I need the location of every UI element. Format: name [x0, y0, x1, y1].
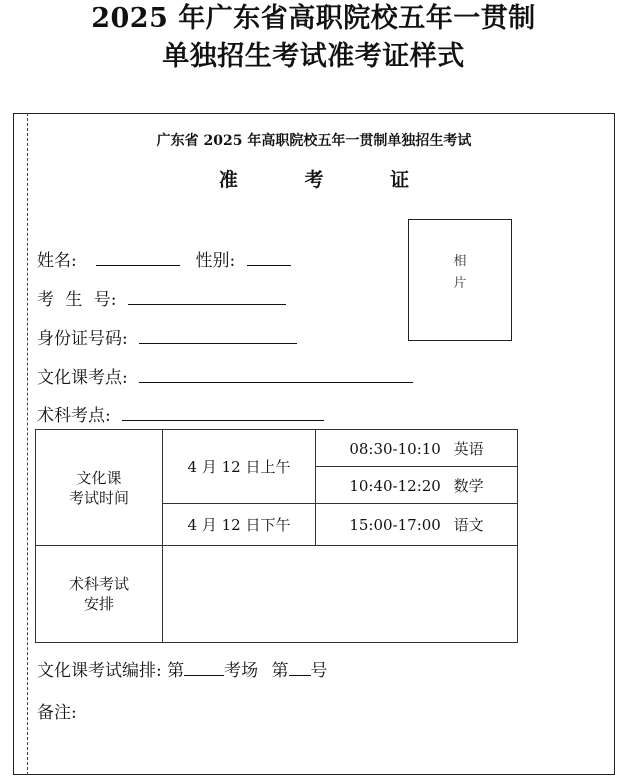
photo-box	[408, 219, 512, 341]
id-row	[37, 324, 297, 349]
skill-arrangement-blank	[163, 546, 518, 643]
skill-label-1: 术科考试	[68, 575, 129, 593]
photo-label-1: 相	[453, 254, 467, 269]
slot-3-subject: 语文	[453, 516, 484, 534]
slot-3-time: 15:00-17:00	[349, 516, 441, 534]
skill-label-2: 安排	[83, 595, 114, 613]
card-title: 广东省 2025 年高职院校五年一贯制单独招生考试	[156, 133, 472, 149]
slot-2-subject: 数学	[453, 476, 484, 495]
skill-arrangement-cell	[36, 546, 163, 643]
table-row	[316, 504, 518, 546]
exam-no-row	[37, 285, 286, 310]
id-label: 身份证号码:	[37, 329, 128, 349]
arrange-prefix: 文化课考试编排: 第	[37, 661, 185, 681]
exam-no-blank	[128, 290, 286, 305]
slot-1-subject: 英语	[453, 439, 484, 458]
document-title-line-1: 2025 年广东省高职院校五年一贯制	[91, 3, 536, 34]
arrange-mid: 第	[271, 661, 289, 681]
culture-time-label-1: 文化课	[76, 468, 122, 487]
culture-site-row	[37, 363, 413, 388]
remark-label: 备注:	[37, 703, 77, 723]
culture-time-label-2: 考试时间	[68, 488, 129, 507]
slot-1-time: 08:30-10:10	[349, 439, 441, 458]
seat-blank	[289, 661, 311, 676]
culture-site-label: 文化课考点:	[37, 368, 128, 388]
name-label: 姓名:	[37, 251, 77, 271]
name-blank	[96, 251, 180, 266]
gender-label: 性别:	[195, 251, 236, 271]
name-gender-row	[37, 246, 291, 271]
skill-site-blank	[122, 406, 324, 421]
arrange-seat: 号	[310, 661, 328, 681]
arrange-room: 考场	[224, 661, 259, 681]
photo-label-2: 片	[453, 276, 467, 291]
gender-blank	[247, 251, 291, 266]
skill-site-row	[37, 401, 324, 426]
skill-site-label: 术科考点:	[37, 406, 111, 426]
room-blank	[184, 661, 224, 676]
document-title-line-2: 单独招生考试准考证样式	[162, 41, 465, 72]
exam-no-label: 考 生 号:	[37, 290, 117, 310]
card-subtitle: 准 考 证	[218, 169, 440, 191]
table-row	[316, 430, 518, 467]
arrangement-row	[37, 656, 328, 681]
slot-2-time: 10:40-12:20	[349, 476, 441, 495]
culture-site-blank	[139, 368, 413, 383]
table-row	[316, 467, 518, 504]
id-blank	[139, 329, 297, 344]
day1-cell: 4 月 12 日上午	[163, 430, 316, 504]
cut-line	[27, 113, 28, 775]
culture-time-cell	[36, 430, 163, 546]
day2-cell: 4 月 12 日下午	[163, 504, 316, 546]
exam-schedule-table	[35, 429, 518, 643]
